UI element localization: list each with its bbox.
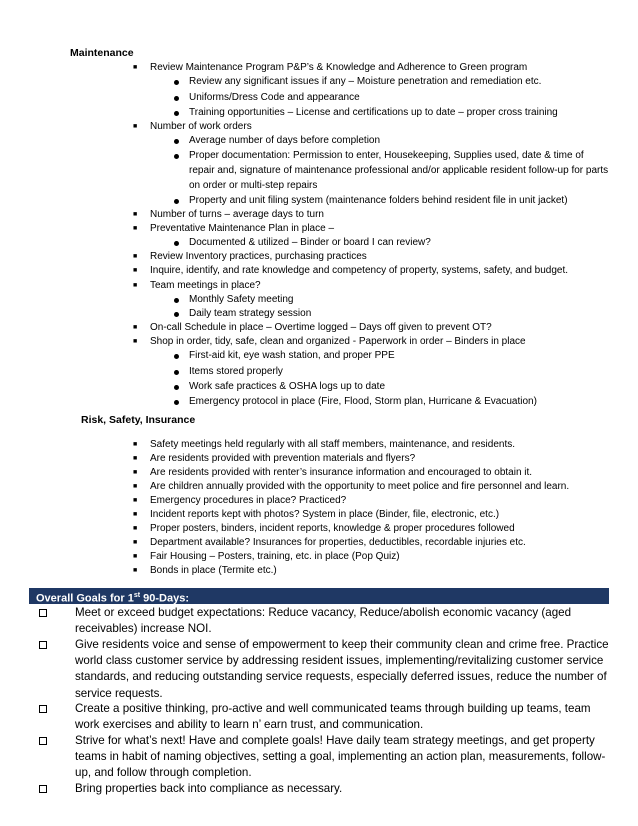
risk-item: ■ Department available? Insurances for properties, deductibles, recordable injuries etc. [133,537,526,548]
maint-subitem: Monthly Safety meeting [189,293,609,308]
maint-item: ■ Inquire, identify, and rate knowledge and competency of property, systems, safety, and budget. [133,265,569,276]
maint-item: ■ Review Inventory practices, purchasing practices [133,251,367,262]
square-bullet-icon: ■ [133,469,138,476]
maint-subitem: Work safe practices & OSHA logs up to date [189,380,609,395]
square-bullet-icon: ■ [133,211,138,218]
bullet-icon [174,370,179,375]
maint-subitem: Daily team strategy session [189,307,609,322]
square-bullet-icon: ■ [133,123,138,130]
square-bullet-icon: ■ [133,282,138,289]
goal-item: Meet or exceed budget expectations: Reduce vacancy, Reduce/abolish economic vacancy (aged receivables) increase NOI. [75,605,615,637]
square-bullet-icon: ■ [133,567,138,574]
goal-item: Strive for what’s next! Have and complete goals! Have daily team strategy meetings, and get property teams in habit of naming objectives, setting a goal, implementing an action plan, measurements, follow-up, and follow through completion. [75,733,615,782]
risk-item: ■ Are children annually provided with the opportunity to meet police and fire personnel and learn. [133,481,570,492]
bullet-icon [174,298,179,303]
square-bullet-icon: ■ [133,539,138,546]
square-bullet-icon: ■ [133,497,138,504]
maint-subitem: First-aid kit, eye wash station, and proper PPE [189,349,609,364]
checkbox-square-icon [39,609,47,617]
goals-title: Overall Goals for 1st 90-Days: [36,592,189,605]
maint-subitem: Emergency protocol in place (Fire, Flood, Storm plan, Hurricane & Evacuation) [189,395,609,410]
maint-item: ■ Review Maintenance Program P&P’s & Knowledge and Adherence to Green program [133,62,528,73]
bullet-icon [174,385,179,390]
risk-item: ■ Are residents provided with renter’s insurance information and encouraged to obtain it. [133,467,533,478]
maint-item: ■ Team meetings in place? [133,280,261,291]
risk-item: ■ Emergency procedures in place? Practiced? [133,495,347,506]
maint-subitem: Proper documentation: Permission to enter, Housekeeping, Supplies used, date & time of repair and, signature of maintenance professional and/or applicable resident follow-up for parts on order or multi-step repairs [189,149,609,193]
bullet-icon [174,400,179,405]
maint-subitem: Average number of days before completion [189,134,609,149]
goal-item: Bring properties back into compliance as necessary. [75,781,615,797]
square-bullet-icon: ■ [133,553,138,560]
risk-item: ■ Bonds in place (Termite etc.) [133,565,277,576]
square-bullet-icon: ■ [133,267,138,274]
checkbox-square-icon [39,737,47,745]
bullet-icon [174,354,179,359]
maint-item: ■ Number of work orders [133,121,252,132]
maint-item: ■ Shop in order, tidy, safe, clean and organized - Paperwork in order – Binders in place [133,336,526,347]
maintenance-heading: Maintenance [70,47,134,59]
square-bullet-icon: ■ [133,253,138,260]
risk-item: ■ Safety meetings held regularly with all staff members, maintenance, and residents. [133,439,515,450]
maint-subitem: Uniforms/Dress Code and appearance [189,91,609,106]
checkbox-square-icon [39,705,47,713]
bullet-icon [174,241,179,246]
square-bullet-icon: ■ [133,64,138,71]
bullet-icon [174,80,179,85]
checkbox-square-icon [39,785,47,793]
maint-subitem: Review any significant issues if any – Moisture penetration and remediation etc. [189,75,609,90]
square-bullet-icon: ■ [133,225,138,232]
maint-item: ■ Number of turns – average days to turn [133,209,324,220]
maint-subitem: Training opportunities – License and certifications up to date – proper cross training [189,106,609,121]
square-bullet-icon: ■ [133,483,138,490]
square-bullet-icon: ■ [133,525,138,532]
maint-item: ■ On-call Schedule in place – Overtime logged – Days off given to prevent OT? [133,322,492,333]
square-bullet-icon: ■ [133,455,138,462]
maint-item: ■ Preventative Maintenance Plan in place – [133,223,335,234]
bullet-icon [174,139,179,144]
bullet-icon [174,312,179,317]
maint-subitem: Documented & utilized – Binder or board I can review? [189,236,609,251]
square-bullet-icon: ■ [133,511,138,518]
goal-item: Give residents voice and sense of empowerment to keep their community clean and crime free. Practice world class customer service by addressing resident issues, implementing/revitalizing customer service standards, and reducing outstanding service requests, especially deferred issues, reduce the number of service requests. [75,637,615,702]
maint-subitem: Items stored properly [189,365,609,380]
risk-heading: Risk, Safety, Insurance [81,414,196,426]
maint-subitem: Property and unit filing system (maintenance folders behind resident file in unit jacket) [189,194,609,209]
square-bullet-icon: ■ [133,338,138,345]
risk-item: ■ Are residents provided with prevention materials and flyers? [133,453,416,464]
goal-item: Create a positive thinking, pro-active and well communicated teams through building up teams, team work exercises and ability to learn n’ earn trust, and communication. [75,701,615,733]
checkbox-square-icon [39,641,47,649]
risk-item: ■ Proper posters, binders, incident reports, knowledge & proper procedures followed [133,523,515,534]
goals-banner [29,588,609,604]
bullet-icon [174,111,179,116]
risk-item: ■ Incident reports kept with photos? System in place (Binder, file, electronic, etc.) [133,509,500,520]
bullet-icon [174,199,179,204]
bullet-icon [174,96,179,101]
square-bullet-icon: ■ [133,324,138,331]
square-bullet-icon: ■ [133,441,138,448]
bullet-icon [174,154,179,159]
risk-item: ■ Fair Housing – Posters, training, etc. in place (Pop Quiz) [133,551,400,562]
